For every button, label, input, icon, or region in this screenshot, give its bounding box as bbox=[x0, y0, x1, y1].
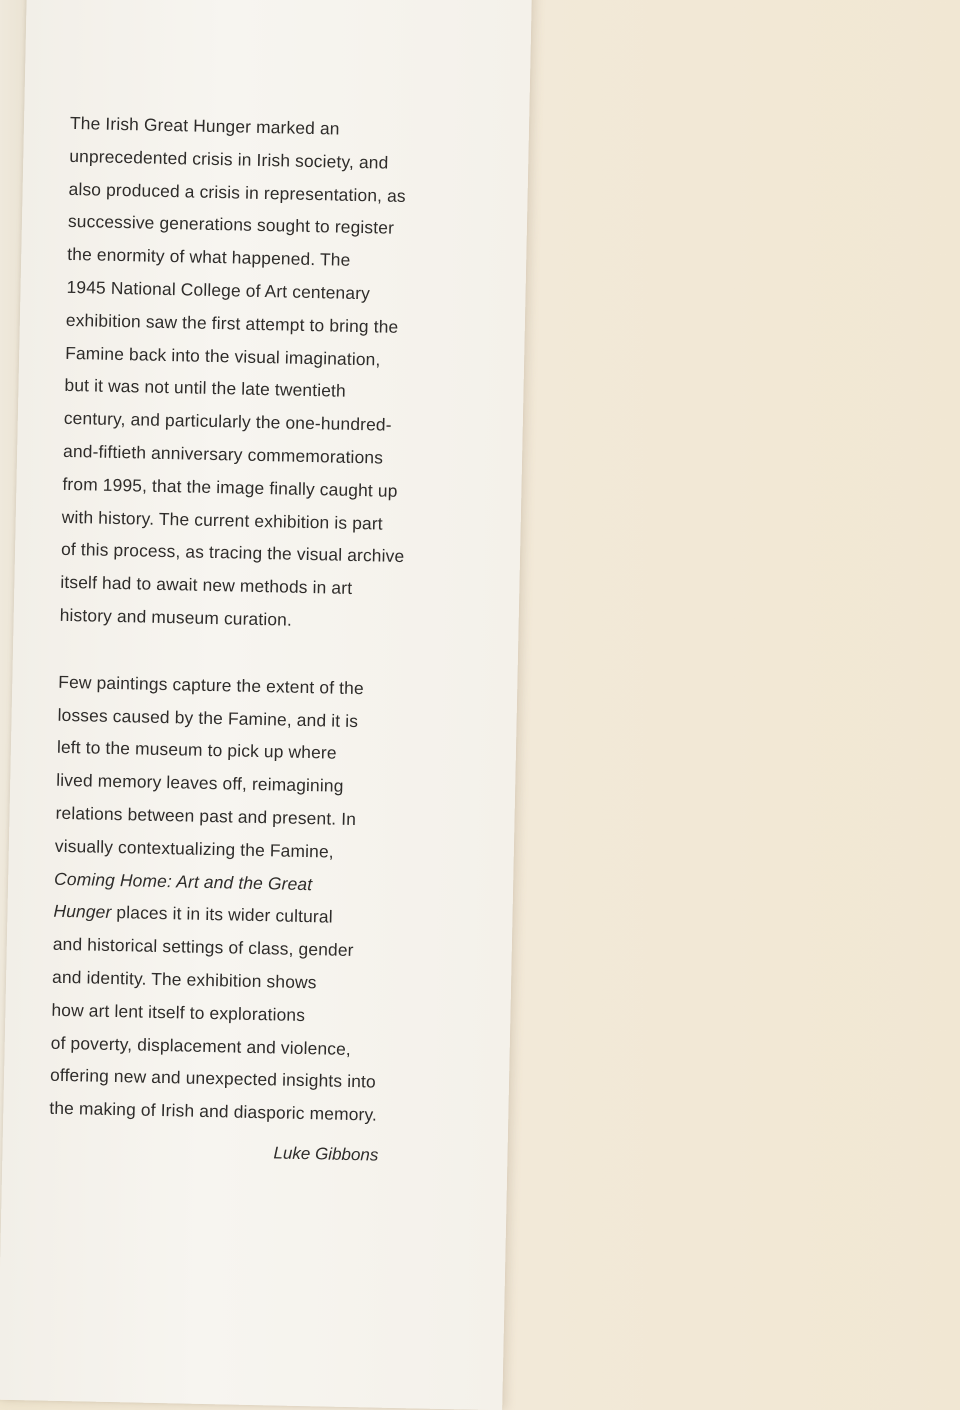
text-line: Famine back into the visual imagination, bbox=[64, 342, 381, 370]
text-line: 1945 National College of Art centenary bbox=[66, 276, 371, 304]
text-line: left to the museum to pick up where bbox=[56, 737, 337, 763]
text-line: of this process, as tracing the visual archive bbox=[60, 539, 405, 567]
text-line: itself had to await new methods in art bbox=[60, 571, 353, 599]
author-signature: Luke Gibbons bbox=[273, 1143, 379, 1165]
essay-text bbox=[49, 107, 460, 1133]
text-line: relations between past and present. In bbox=[55, 802, 357, 830]
text-line: lived memory leaves off, reimagining bbox=[56, 769, 344, 796]
text-line: exhibition saw the first attempt to bring the bbox=[65, 309, 399, 337]
text-line: and historical settings of class, gender bbox=[52, 933, 354, 961]
text-line: offering new and unexpected insights into bbox=[49, 1065, 377, 1092]
text-line: and-fiftieth anniversary commemorations bbox=[62, 440, 384, 468]
text-line: with history. The current exhibition is part bbox=[61, 506, 383, 534]
text-fragment: places it in its wider cultural bbox=[111, 902, 333, 927]
exhibition-title-end: Hunger bbox=[53, 901, 112, 923]
text-line: of poverty, displacement and violence, bbox=[50, 1032, 352, 1059]
text-line: and identity. The exhibition shows bbox=[51, 966, 317, 993]
text-line: visually contextualizing the Famine, bbox=[54, 835, 334, 862]
text-line: century, and particularly the one-hundred- bbox=[63, 408, 392, 435]
text-line: also produced a crisis in representation, as bbox=[68, 178, 406, 206]
text-line: but it was not until the late twentieth bbox=[64, 375, 347, 402]
text-line: Few paintings capture the extent of the bbox=[58, 671, 365, 698]
paragraph-1 bbox=[59, 107, 460, 640]
text-line: history and museum curation. bbox=[59, 604, 293, 630]
exhibition-title-line: Coming Home: Art and the Great bbox=[53, 868, 313, 894]
text-line: how art lent itself to explorations bbox=[51, 999, 306, 1025]
paragraph-2 bbox=[49, 666, 449, 1133]
text-line: successive generations sought to register bbox=[67, 211, 395, 239]
text-line: from 1995, that the image finally caught up bbox=[62, 473, 398, 501]
text-line: the enormity of what happened. The bbox=[67, 244, 351, 271]
text-line: unprecedented crisis in Irish society, and bbox=[69, 145, 389, 173]
text-line: losses caused by the Famine, and it is bbox=[57, 704, 359, 731]
text-line: the making of Irish and diasporic memory. bbox=[49, 1097, 378, 1125]
text-line: The Irish Great Hunger marked an bbox=[69, 112, 340, 139]
